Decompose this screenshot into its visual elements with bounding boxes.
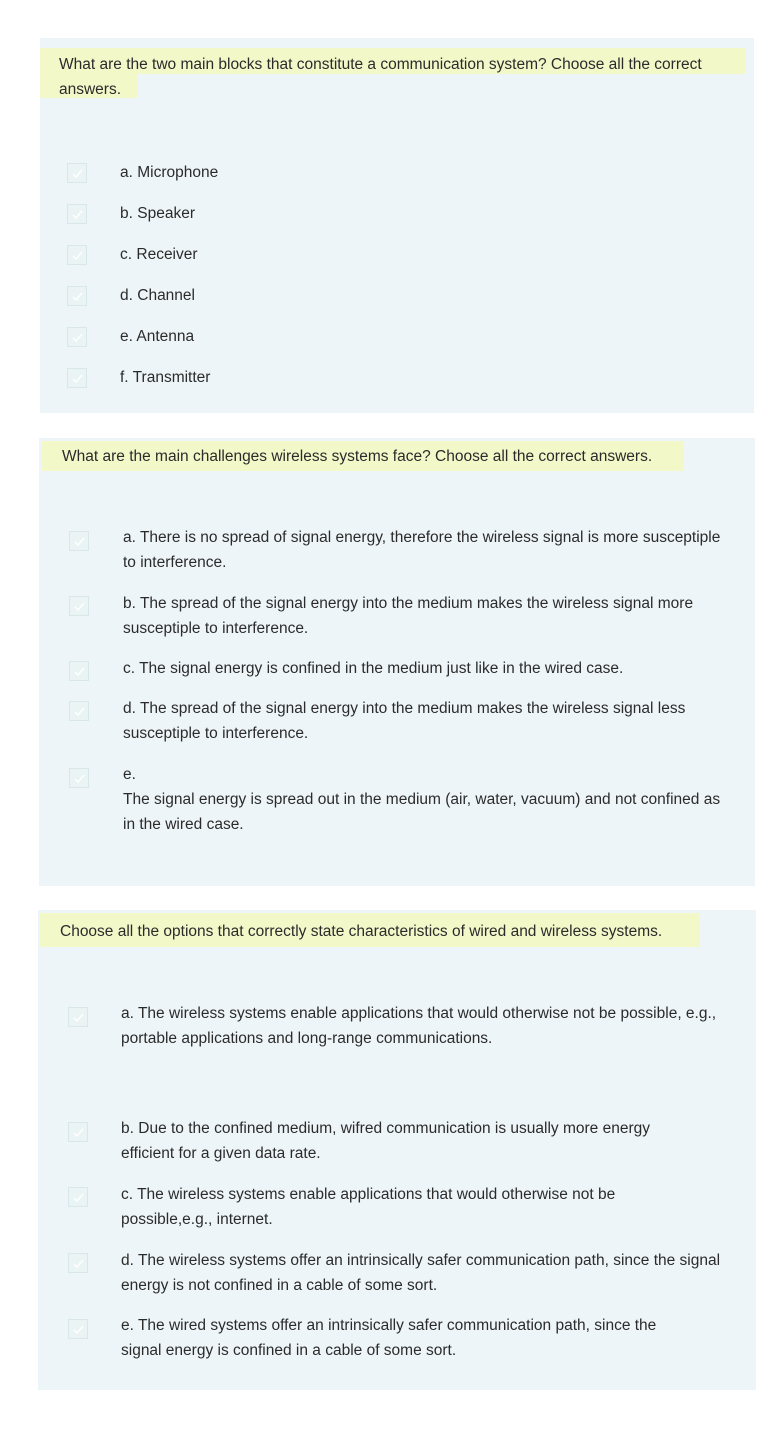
question-card-1 (40, 38, 754, 413)
checkmark-icon (73, 772, 86, 785)
checkbox[interactable] (68, 1007, 88, 1027)
checkbox[interactable] (67, 163, 87, 183)
answer-label (120, 160, 218, 185)
answer-option[interactable] (69, 525, 739, 575)
checkbox[interactable] (69, 701, 89, 721)
answer-label (120, 201, 195, 226)
checkbox[interactable] (67, 368, 87, 388)
answer-label (121, 1248, 721, 1298)
answer-option[interactable] (68, 1116, 738, 1166)
answer-text: The spread of the signal energy into the medium makes the wireless signal less susceptiple to interference. (123, 700, 686, 742)
question-card-3 (38, 910, 756, 1390)
question-card-2 (39, 438, 755, 886)
answer-text: The signal energy is confined in the medium just like in the wired case. (139, 660, 624, 677)
checkbox[interactable] (67, 327, 87, 347)
answer-text: Channel (137, 287, 195, 304)
checkmark-icon (71, 167, 84, 180)
answer-letter: d. (121, 1252, 134, 1269)
answer-option[interactable] (68, 1001, 738, 1051)
checkbox[interactable] (68, 1253, 88, 1273)
question-prompt: What are the two main blocks that constitute a communication system? Choose all the correct answers. (59, 56, 702, 98)
question-prompt: Choose all the options that correctly state characteristics of wired and wireless systems. (60, 923, 663, 940)
checkmark-icon (71, 249, 84, 262)
answer-letter: c. (123, 660, 136, 677)
answer-letter: f. (120, 369, 129, 386)
answer-label (120, 324, 194, 349)
checkmark-icon (73, 705, 86, 718)
answer-text: The wireless systems offer an intrinsically safer communication path, since the signal energy is not confined in a cable of some sort. (121, 1252, 721, 1294)
answer-label (121, 1182, 661, 1232)
checkbox[interactable] (69, 531, 89, 551)
answer-option[interactable] (68, 1182, 738, 1232)
answer-label (120, 283, 195, 308)
answer-letter: e. (120, 328, 133, 345)
answer-label (120, 242, 198, 267)
checkmark-icon (72, 1257, 85, 1270)
checkbox[interactable] (68, 1187, 88, 1207)
answer-letter: b. (123, 595, 136, 612)
checkmark-icon (73, 600, 86, 613)
question-prompt: What are the main challenges wireless systems face? Choose all the correct answers. (62, 448, 653, 465)
answer-text: Microphone (137, 164, 219, 181)
answer-text: There is no spread of signal energy, therefore the wireless signal is more susceptiple to interference. (123, 529, 721, 571)
answer-letter: a. (120, 164, 133, 181)
answer-option[interactable] (67, 201, 727, 226)
checkbox[interactable] (69, 661, 89, 681)
answer-text: The wireless systems enable applications that would otherwise not be possible,e.g., internet. (121, 1186, 616, 1228)
checkbox[interactable] (69, 768, 89, 788)
answer-option[interactable] (67, 365, 727, 390)
answer-letter: c. (120, 246, 133, 263)
answer-option[interactable] (67, 283, 727, 308)
answer-letter: e. (123, 766, 136, 783)
checkbox[interactable] (68, 1319, 88, 1339)
checkmark-icon (73, 665, 86, 678)
answer-letter: b. (121, 1120, 134, 1137)
checkbox[interactable] (69, 596, 89, 616)
checkbox[interactable] (68, 1122, 88, 1142)
answer-option[interactable] (69, 591, 739, 641)
answer-text: The wireless systems enable applications that would otherwise not be possible, e.g., portable applications and long-range communications. (121, 1005, 717, 1047)
answer-label (120, 365, 210, 390)
answer-label (123, 696, 723, 746)
answer-text: Antenna (136, 328, 195, 345)
checkmark-icon (71, 290, 84, 303)
answer-option[interactable] (69, 696, 739, 746)
answer-option[interactable] (69, 762, 739, 837)
answer-letter: e. (121, 1317, 134, 1334)
answer-label (123, 591, 723, 641)
answer-letter: d. (120, 287, 133, 304)
answer-text: Due to the confined medium, wifred communication is usually more energy efficient for a given data rate. (121, 1120, 650, 1162)
checkmark-icon (73, 535, 86, 548)
answer-option[interactable] (67, 242, 727, 267)
answer-letter: a. (123, 529, 136, 546)
answer-label (121, 1001, 721, 1051)
answer-option[interactable] (68, 1313, 738, 1363)
answer-text: The signal energy is spread out in the medium (air, water, vacuum) and not confined as in the wired case. (123, 791, 721, 833)
answer-option[interactable] (67, 160, 727, 185)
checkmark-icon (71, 372, 84, 385)
answer-option[interactable] (69, 656, 739, 681)
answer-letter: b. (120, 205, 133, 222)
answer-label (123, 525, 723, 575)
answer-label (121, 1116, 681, 1166)
answer-label (123, 656, 723, 681)
answer-text: The spread of the signal energy into the medium makes the wireless signal more susceptiple to interference. (123, 595, 694, 637)
checkmark-icon (72, 1323, 85, 1336)
answer-letter: d. (123, 700, 136, 717)
answer-letter: a. (121, 1005, 134, 1022)
answer-option[interactable] (67, 324, 727, 349)
checkbox[interactable] (67, 245, 87, 265)
answer-label (123, 762, 723, 837)
checkmark-icon (72, 1126, 85, 1139)
answer-text: Speaker (137, 205, 195, 222)
answer-letter: c. (121, 1186, 134, 1203)
answer-label (121, 1313, 701, 1363)
checkmark-icon (72, 1191, 85, 1204)
checkmark-icon (71, 331, 84, 344)
checkbox[interactable] (67, 204, 87, 224)
checkbox[interactable] (67, 286, 87, 306)
checkmark-icon (71, 208, 84, 221)
answer-text: Transmitter (132, 369, 211, 386)
checkmark-icon (72, 1011, 85, 1024)
answer-text: The wired systems offer an intrinsically safer communication path, since the signal energy is confined in a cable of some sort. (121, 1317, 657, 1359)
answer-option[interactable] (68, 1248, 738, 1298)
answer-text: Receiver (136, 246, 198, 263)
